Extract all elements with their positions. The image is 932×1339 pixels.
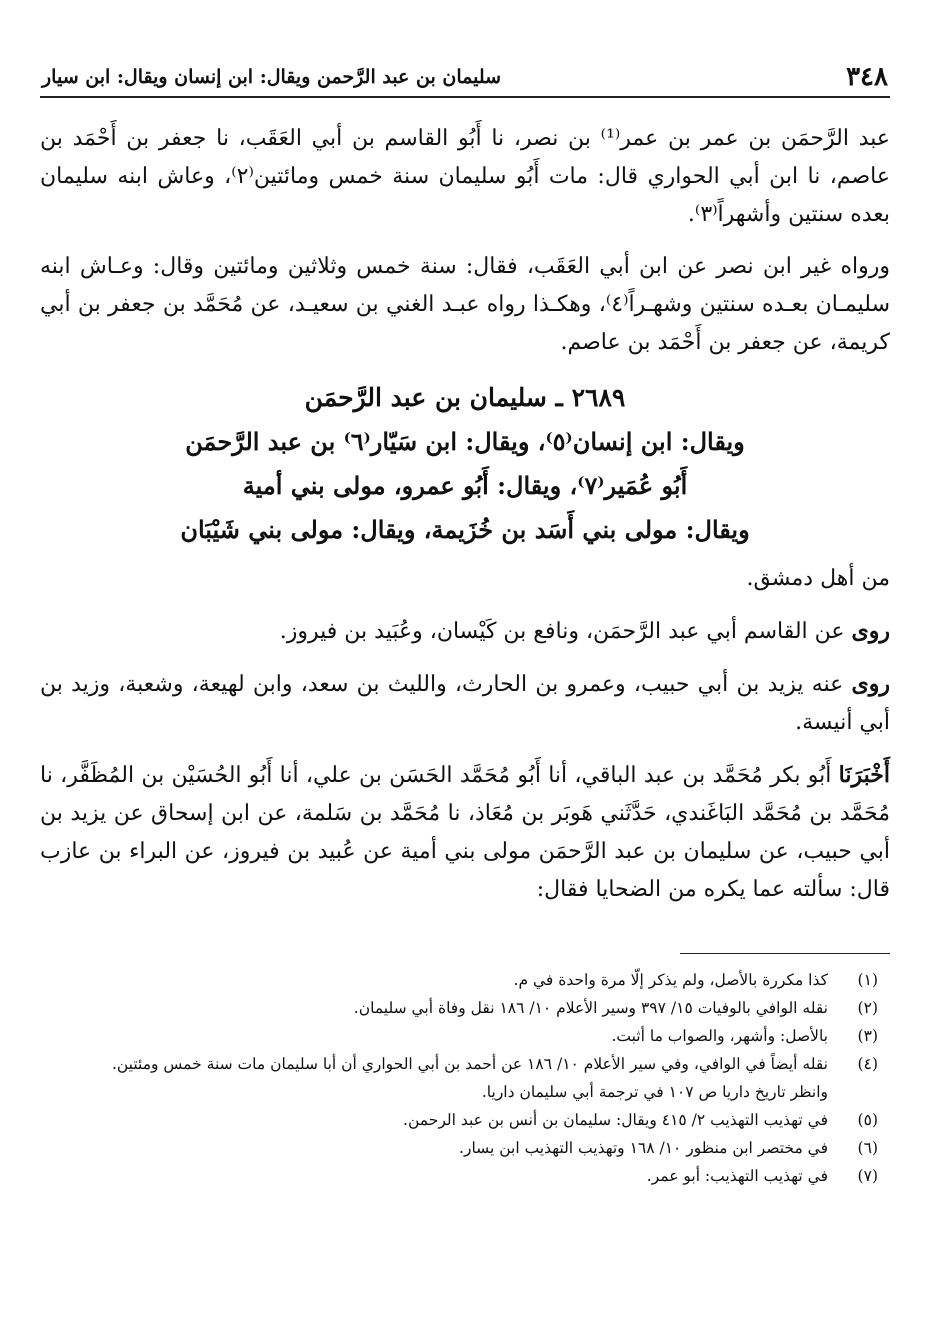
- footnote: [40, 1106, 890, 1134]
- footnote-number: (٧): [857, 1167, 878, 1185]
- page-header: [40, 60, 890, 98]
- narrated-from-paragraph: [40, 612, 890, 651]
- footnote-text: في تهذيب التهذيب ٢/ ٤١٥ ويقال: سليمان بن أنس بن عبد الرحمن.: [403, 1111, 828, 1129]
- narrated-by-keyword: روى: [851, 671, 890, 697]
- footnote: [40, 1050, 890, 1078]
- footnote-text: نقله الوافي بالوفيات ١٥/ ٣٩٧ وسير الأعلام ١٠/ ١٨٦ نقل وفاة أبي سليمان.: [353, 999, 828, 1017]
- footnote-number: (٢): [857, 999, 878, 1017]
- page-number: ٣٤٨: [846, 62, 888, 92]
- footnote-continuation: [40, 1078, 890, 1106]
- footnote-text: نقله أيضاً في الوافي، وفي سير الأعلام ١٠/ ١٨٦ عن أحمد بن أبي الحواري أن أبا سليمان مات سنة خمس ومئتين.: [111, 1055, 828, 1073]
- narrated-by-text: عنه يزيد بن أبي حبيب، وعمرو بن الحارث، والليث بن سعد، وابن لهيعة، وشعبة، وزيد بن أبي أنيسة.: [40, 672, 890, 735]
- footnote-number: (٣): [857, 1027, 878, 1045]
- footnote-text: وانظر تاريخ داريا ص ١٠٧ في ترجمة أبي سليمان داريا.: [481, 1083, 828, 1101]
- narrated-from-text: عن القاسم أبي عبد الرَّحمَن، ونافع بن كَيْسان، وعُبَيد بن فيروز.: [279, 619, 845, 644]
- book-page: [40, 60, 890, 1300]
- akhbarana-keyword: أَخْبَرَنَا: [838, 762, 890, 788]
- footnote: [40, 994, 890, 1022]
- footnote: [40, 1162, 890, 1190]
- paragraph-2: ورواه غير ابن نصر عن ابن أبي العَقَب، فقال: سنة خمس وثلاثين ومائتين وقال: وعـاش ابنه سليمـان بعـده سنتين وشهـراً⁽٤⁾، وهكـذا رواه عبـد الغني بن سعيـد، عن مُحَمَّد بن جعفر بن أبي كريمة، عن جعفر بن أَحْمَد بن عاصم.: [40, 254, 890, 355]
- footnote-number: (٥): [857, 1111, 878, 1129]
- entry-alias-2: ويقال: مولى بني أَسَد بن خُزَيمة، ويقال: مولى بني شَيْبَان: [180, 515, 750, 544]
- footnote-text: كذا مكررة بالأصل، ولم يذكر إلّا مرة واحدة في م.: [513, 971, 828, 989]
- entry-heading: [40, 376, 890, 552]
- footnote-text: في مختصر ابن منظور ١٠/ ١٦٨ وتهذيب التهذيب ابن يسار.: [459, 1139, 828, 1157]
- origin-line: من أهل دمشق.: [746, 566, 890, 591]
- footnote-separator: [680, 953, 890, 954]
- footnote-number: (١): [857, 971, 878, 989]
- entry-alias-1: ويقال: ابن إنسان⁽٥⁾، ويقال: ابن سَيّار⁽٦⁾ بن عبد الرَّحمَن: [185, 427, 745, 456]
- footnote: [40, 1022, 890, 1050]
- footnote-text: بالأصل: وأشهر، والصواب ما أثبت.: [611, 1027, 828, 1045]
- footnotes: [40, 966, 890, 1190]
- entry-kunya: أَبُو عُمَير⁽٧⁾، ويقال: أَبُو عمرو، مولى بني أمية: [242, 471, 688, 500]
- running-title: سليمان بن عبد الرَّحمن ويقال: ابن إنسان ويقال: ابن سيار: [42, 66, 502, 88]
- paragraph-1: عبد الرَّحمَن بن عمر بن عمر⁽¹⁾ بن نصر، نا أَبُو القاسم بن أبي العَقَب، نا جعفر بن أَحْمَد بن عاصم، نا ابن أبي الحواري قال: مات أَبُو سليمان سنة خمس ومائتين⁽٢⁾، وعاش ابنه سليمان بعده سنتين وأشهراً⁽٣⁾.: [40, 126, 890, 227]
- isnad-text: أَبُو بكر مُحَمَّد بن عبد الباقي، أنا أَبُو مُحَمَّد الحَسَن بن علي، أنا أَبُو الحُسَيْن بن المُظَفَّر، نا مُحَمَّد بن مُحَمَّد البَاغَندي، حَدَّثَني هَوبَر بن مُعَاذ، نا مُحَمَّد بن سَلمة، عن ابن إسحاق عن يزيد بن أبي حبيب، عن سليمان بن عبد الرَّحمَن مولى بني أمية عن عُبيد بن فيروز، عن البراء بن عازب قال: سألته عما يكره من الضحايا فقال:: [40, 763, 890, 902]
- entry-title: ٢٦٨٩ ـ سليمان بن عبد الرَّحمَن: [304, 383, 626, 412]
- footnote-number: (٤): [857, 1055, 878, 1073]
- footnote: [40, 966, 890, 994]
- main-text: [40, 120, 890, 909]
- isnad-paragraph: [40, 756, 890, 909]
- footnote-number: (٦): [857, 1139, 878, 1157]
- narrated-from-keyword: روى: [851, 618, 890, 644]
- footnote: [40, 1134, 890, 1162]
- narrated-by-paragraph: [40, 665, 890, 742]
- footnote-text: في تهذيب التهذيب: أبو عمر.: [646, 1167, 828, 1185]
